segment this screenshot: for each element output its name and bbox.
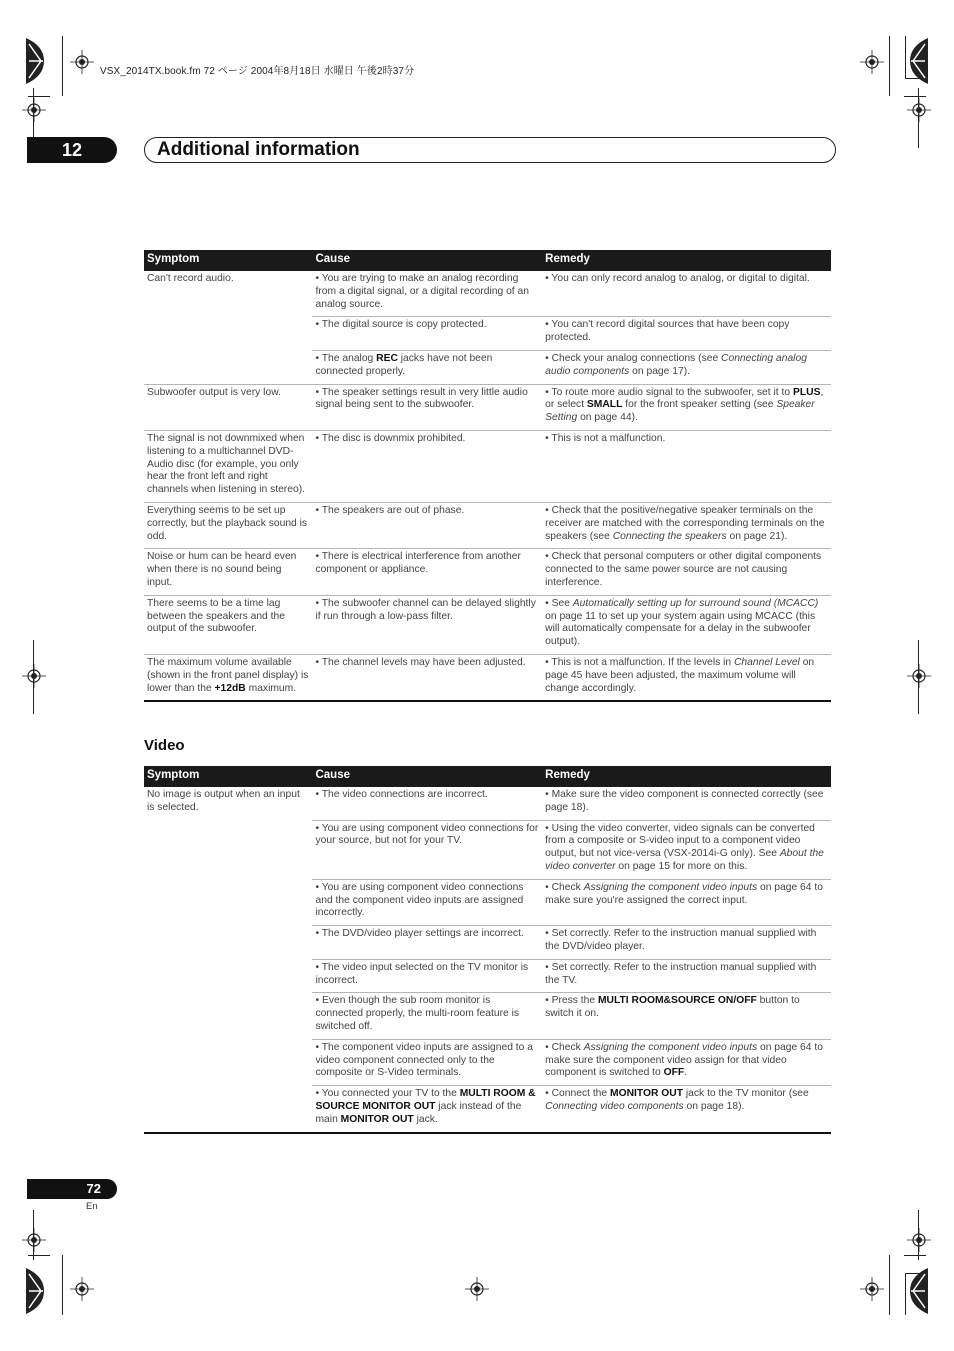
remedy-cell: • Connect the MONITOR OUT jack to the TV monitor (see Connecting video components on page 18). [542, 1086, 831, 1133]
header-symptom: Symptom [144, 766, 312, 787]
cause-cell: • The video input selected on the TV monitor is incorrect. [312, 959, 542, 993]
remedy-cell: • Make sure the video component is connected correctly (see page 18). [542, 787, 831, 820]
crop-line [62, 1255, 63, 1315]
table-header-row [144, 250, 831, 271]
remedy-cell: • You can't record digital sources that have been copy protected. [542, 317, 831, 351]
cause-cell: • The DVD/video player settings are incorrect. [312, 926, 542, 960]
crop-line [889, 1255, 890, 1315]
cause-cell: • The speaker settings result in very little audio signal being sent to the subwoofer. [312, 384, 542, 430]
remedy-cell: • Check Assigning the component video inputs on page 64 to make sure the component video assign for that video component is switched to OFF. [542, 1039, 831, 1085]
video-troubleshooting-table [144, 766, 831, 1134]
cause-cell: • The channel levels may have been adjusted. [312, 654, 542, 701]
table-row [144, 654, 831, 701]
symptom-cell: The maximum volume available (shown in the front panel display) is lower than the +12dB maximum. [144, 654, 312, 701]
remedy-cell: • Check your analog connections (see Connecting analog audio components on page 17). [542, 350, 831, 384]
corner-mark-icon [910, 38, 928, 84]
cause-cell: • There is electrical interference from another component or appliance. [312, 549, 542, 595]
registration-crosshair-icon [22, 664, 46, 688]
file-info: VSX_2014TX.book.fm 72 ページ 2004年8月18日 水曜日 午後2時37分 [100, 66, 415, 77]
registration-crosshair-icon [907, 1228, 931, 1252]
page-language: En [86, 1201, 98, 1212]
troubleshooting-table [144, 250, 831, 702]
remedy-cell: • Check Assigning the component video inputs on page 64 to make sure you're assigned the correct input. [542, 879, 831, 925]
registration-crosshair-icon [22, 1228, 46, 1252]
crop-line [28, 96, 50, 97]
registration-crosshair-icon [907, 98, 931, 122]
corner-mark-icon [26, 38, 44, 84]
table-row [144, 430, 831, 502]
remedy-cell: • Press the MULTI ROOM&SOURCE ON/OFF button to switch it on. [542, 993, 831, 1039]
registration-crosshair-icon [70, 50, 94, 74]
remedy-cell: • Using the video converter, video signals can be converted from a composite or S-video input to a component video output, but not vice-versa (VSX-2014i-G only). See About the video converter on page 15 for more on this. [542, 820, 831, 879]
header-remedy: Remedy [542, 250, 831, 271]
cause-cell: • The analog REC jacks have not been connected properly. [312, 350, 542, 384]
table-row [144, 271, 831, 317]
crop-line [889, 36, 890, 96]
cause-cell: • You connected your TV to the MULTI ROOM & SOURCE MONITOR OUT jack instead of the main MONITOR OUT jack. [312, 1086, 542, 1133]
crop-line [905, 36, 906, 78]
cause-cell: • The subwoofer channel can be delayed slightly if run through a low-pass filter. [312, 595, 542, 654]
symptom-cell: Everything seems to be set up correctly, but the playback sound is odd. [144, 502, 312, 548]
registration-crosshair-icon [465, 1277, 489, 1301]
remedy-cell: • Set correctly. Refer to the instruction manual supplied with the TV. [542, 959, 831, 993]
remedy-cell: • Check that personal computers or other digital components connected to the same power source are not causing interference. [542, 549, 831, 595]
symptom-cell: There seems to be a time lag between the speakers and the output of the subwoofer. [144, 595, 312, 654]
corner-mark-icon [910, 1268, 928, 1314]
symptom-cell: Can't record audio. [144, 271, 312, 384]
table-row [144, 787, 831, 820]
cause-cell: • The speakers are out of phase. [312, 502, 542, 548]
cause-cell: • The disc is downmix prohibited. [312, 430, 542, 502]
header-symptom: Symptom [144, 250, 312, 271]
registration-crosshair-icon [860, 1277, 884, 1301]
symptom-cell: No image is output when an input is selected. [144, 787, 312, 1133]
header-cause: Cause [312, 250, 542, 271]
symptom-cell: The signal is not downmixed when listening to a multichannel DVD-Audio disc (for example, you only hear the front left and right channels when listening in stereo). [144, 430, 312, 502]
header-cause: Cause [312, 766, 542, 787]
cause-cell: • Even though the sub room monitor is connected properly, the multi-room feature is switched off. [312, 993, 542, 1039]
table-row [144, 549, 831, 595]
registration-crosshair-icon [22, 98, 46, 122]
crop-line [904, 96, 926, 97]
page-number: 72 [27, 1179, 117, 1199]
cause-cell: • The digital source is copy protected. [312, 317, 542, 351]
symptom-cell: Subwoofer output is very low. [144, 384, 312, 430]
remedy-cell: • Set correctly. Refer to the instruction manual supplied with the DVD/video player. [542, 926, 831, 960]
symptom-cell: Noise or hum can be heard even when there is no sound being input. [144, 549, 312, 595]
remedy-cell: • See Automatically setting up for surround sound (MCACC) on page 11 to set up your system again using MCACC (this will automatically compensate for a delay in the subwoofer output). [542, 595, 831, 654]
remedy-cell: • Check that the positive/negative speaker terminals on the receiver are matched with the corresponding terminals on the speakers (see Connecting the speakers on page 21). [542, 502, 831, 548]
crop-line [62, 36, 63, 96]
crop-line [904, 1255, 926, 1256]
registration-crosshair-icon [70, 1277, 94, 1301]
cause-cell: • You are using component video connections and the component video inputs are assigned incorrectly. [312, 879, 542, 925]
chapter-number: 12 [27, 137, 117, 163]
registration-crosshair-icon [907, 664, 931, 688]
section-heading-video: Video [144, 737, 185, 754]
remedy-cell: • To route more audio signal to the subwoofer, set it to PLUS, or select SMALL for the front speaker setting (see Speaker Setting on page 44). [542, 384, 831, 430]
cause-cell: • You are trying to make an analog recording from a digital signal, or a digital recording of an analog source. [312, 271, 542, 317]
table-row [144, 384, 831, 430]
table-row [144, 595, 831, 654]
cause-cell: • The video connections are incorrect. [312, 787, 542, 820]
remedy-cell: • You can only record analog to analog, or digital to digital. [542, 271, 831, 317]
table-header-row [144, 766, 831, 787]
chapter-title: Additional information [157, 139, 360, 160]
corner-mark-icon [26, 1268, 44, 1314]
cause-cell: • You are using component video connections for your source, but not for your TV. [312, 820, 542, 879]
crop-line [28, 1255, 50, 1256]
crop-line [905, 1273, 906, 1315]
header-remedy: Remedy [542, 766, 831, 787]
remedy-cell: • This is not a malfunction. If the levels in Channel Level on page 45 have been adjusted, the maximum volume will change accordingly. [542, 654, 831, 701]
table-row [144, 502, 831, 548]
cause-cell: • The component video inputs are assigned to a video component connected only to the composite or S-Video terminals. [312, 1039, 542, 1085]
remedy-cell: • This is not a malfunction. [542, 430, 831, 502]
registration-crosshair-icon [860, 50, 884, 74]
